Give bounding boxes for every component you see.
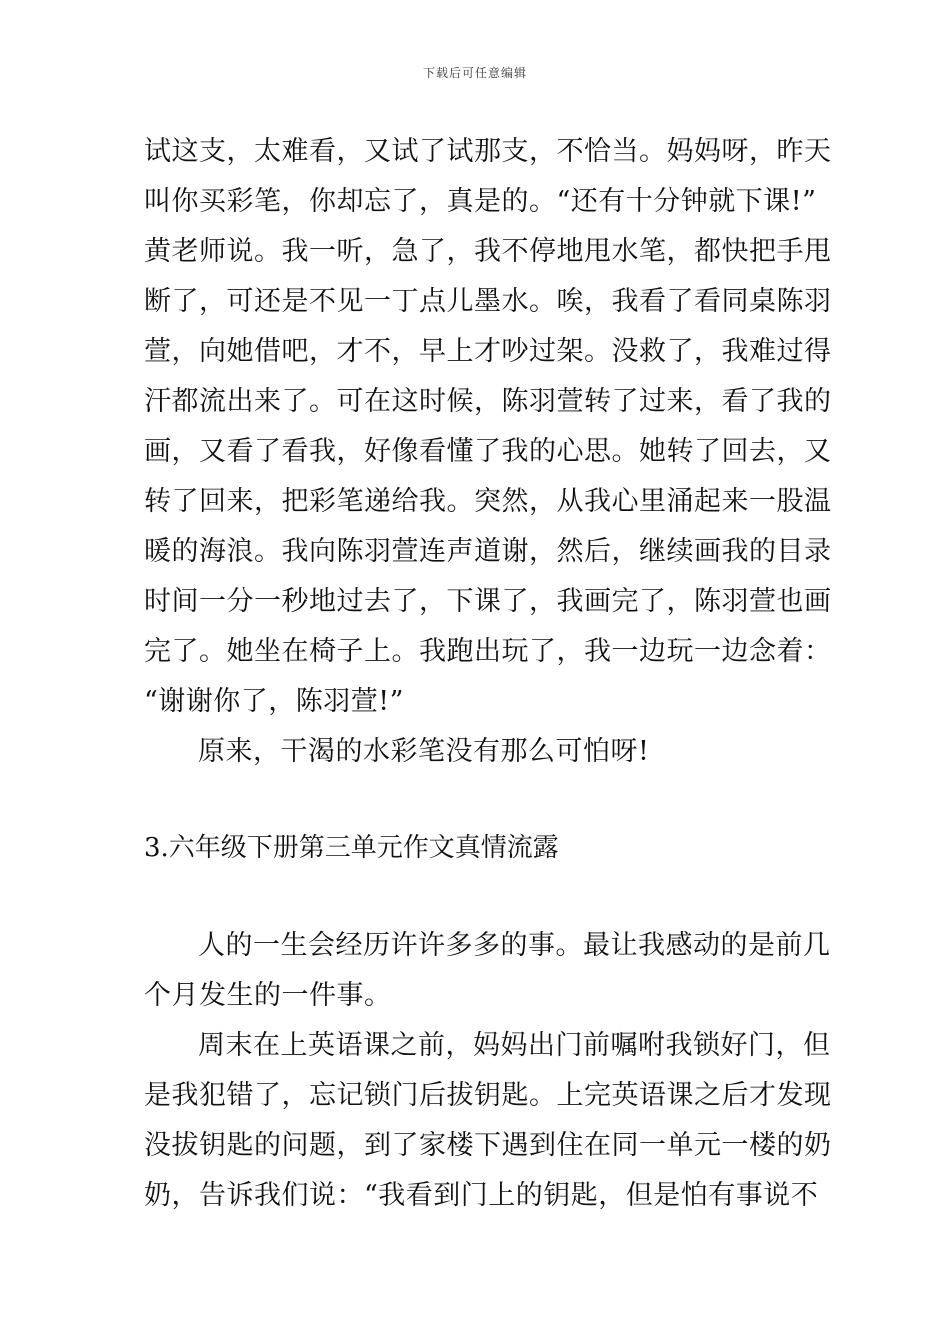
text-line: 是我犯错了，忘记锁门后拔钥匙。上完英语课之后才发现 (144, 1080, 832, 1111)
essay-continuation (144, 127, 832, 777)
section3-paragraph-2 (144, 1021, 832, 1221)
document-body (144, 127, 832, 1221)
text-line: 完了。她坐在椅子上。我跑出玩了，我一边玩一边念着： (144, 636, 832, 667)
section3-paragraph-1 (144, 921, 831, 1021)
text-line: 转了回来，把彩笔递给我。突然，从我心里涌起来一股温 (144, 486, 832, 517)
text-line: 画，又看了看我，好像看懂了我的心思。她转了回去，又 (144, 436, 832, 467)
text-line: 奶，告诉我们说：“我看到门上的钥匙，但是怕有事说不 (144, 1180, 819, 1211)
section-gap (144, 873, 814, 921)
page-header-note: 下载后可任意编辑 (422, 66, 527, 80)
text-line: 黄老师说。我一听，急了，我不停地甩水笔，都快把手甩 (144, 236, 832, 267)
text-line: 暖的海浪。我向陈羽萱连声道谢，然后，继续画我的目录 (144, 536, 832, 567)
text-line: 时间一分一秒地过去了，下课了，我画完了，陈羽萱也画 (144, 586, 832, 617)
text-line: 没拔钥匙的问题，到了家楼下遇到住在同一单元一楼的奶 (144, 1130, 832, 1161)
text-line: “谢谢你了，陈羽萱!” (144, 686, 404, 717)
closing-line: 原来，干渴的水彩笔没有那么可怕呀! (198, 736, 650, 767)
text-line: 个月发生的一件事。 (144, 980, 392, 1011)
text-line: 汗都流出来了。可在这时候，陈羽萱转了过来，看了我的 (144, 386, 832, 417)
text-line: 试这支，太难看，又试了试那支，不恰当。妈妈呀，昨天 (144, 136, 832, 167)
text-line: 萱，向她借吧，才不，早上才吵过架。没救了，我难过得 (144, 336, 832, 367)
text-line: 人的一生会经历许许多多的事。最让我感动的是前几 (198, 930, 831, 961)
text-line: 周末在上英语课之前，妈妈出门前嘱咐我锁好门，但 (198, 1030, 831, 1061)
section-gap (144, 777, 814, 823)
text-line: 叫你买彩笔，你却忘了，真是的。“还有十分钟就下课!” (144, 186, 817, 217)
text-line: 断了，可还是不见一丁点儿墨水。唉，我看了看同桌陈羽 (144, 286, 832, 317)
section-heading: 3.六年级下册第三单元作文真情流露 (144, 833, 559, 863)
